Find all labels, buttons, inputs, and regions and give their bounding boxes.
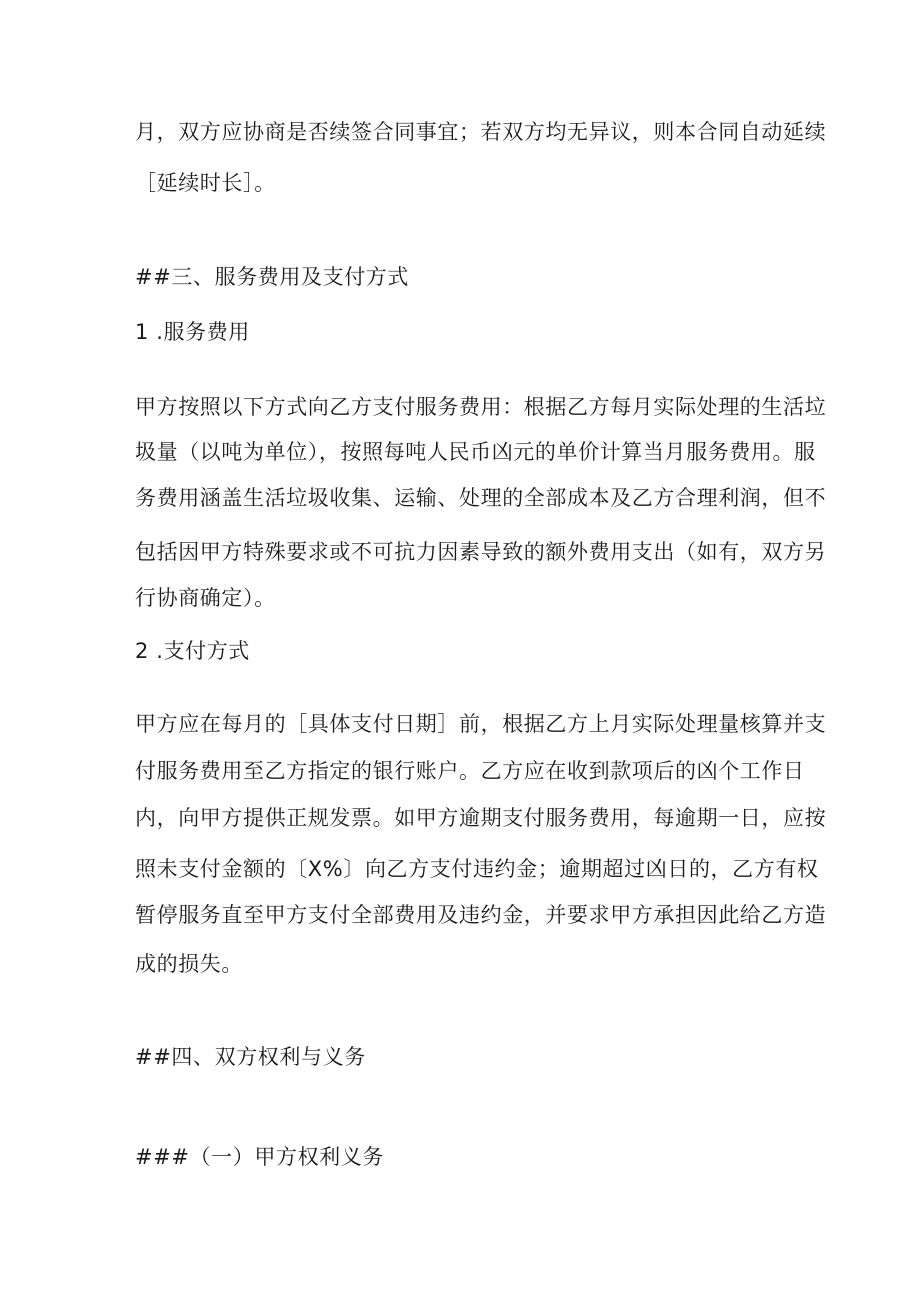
text-line: 成的损失。 [135,952,243,976]
text-line: 圾量（以吨为单位），按照每吨人民币凶元的单价计算当月服务费用。服 [135,440,816,464]
subheading-service-fee: 1 .服务费用 [135,320,250,344]
text-line: 甲方应在每月的［具体支付日期］前，根据乙方上月实际处理量核算并支 [135,712,827,736]
text-line: 月，双方应协商是否续签合同事宜；若双方均无异议，则本合同自动延续 [135,120,827,144]
subsection-heading-party-a: ###（一）甲方权利义务 [135,1145,384,1169]
section-heading-4: ##四、双方权利与义务 [135,1045,366,1069]
text-line: ［延续时长］。 [135,171,276,195]
text-line: 内，向甲方提供正规发票。如甲方逾期支付服务费用，每逾期一日，应按 [135,806,827,830]
section-heading-3: ##三、服务费用及支付方式 [135,265,409,289]
text-line: 务费用涵盖生活垃圾收集、运输、处理的全部成本及乙方合理利润，但不 [135,486,827,510]
text-line: 包括因甲方特殊要求或不可抗力因素导致的额外费用支出（如有，双方另 [135,540,827,564]
text-line: 暂停服务直至甲方支付全部费用及违约金，并要求甲方承担因此给乙方造 [135,903,827,927]
text-line: 行协商确定）。 [135,586,276,610]
text-line: 付服务费用至乙方指定的银行账户。乙方应在收到款项后的凶个工作日 [135,759,805,783]
text-line: 甲方按照以下方式向乙方支付服务费用：根据乙方每月实际处理的生活垃 [135,395,827,419]
text-line: 照未支付金额的〔X%〕向乙方支付违约金；逾期超过凶日的，乙方有权 [135,857,819,881]
subheading-payment-method: 2 .支付方式 [135,639,250,663]
